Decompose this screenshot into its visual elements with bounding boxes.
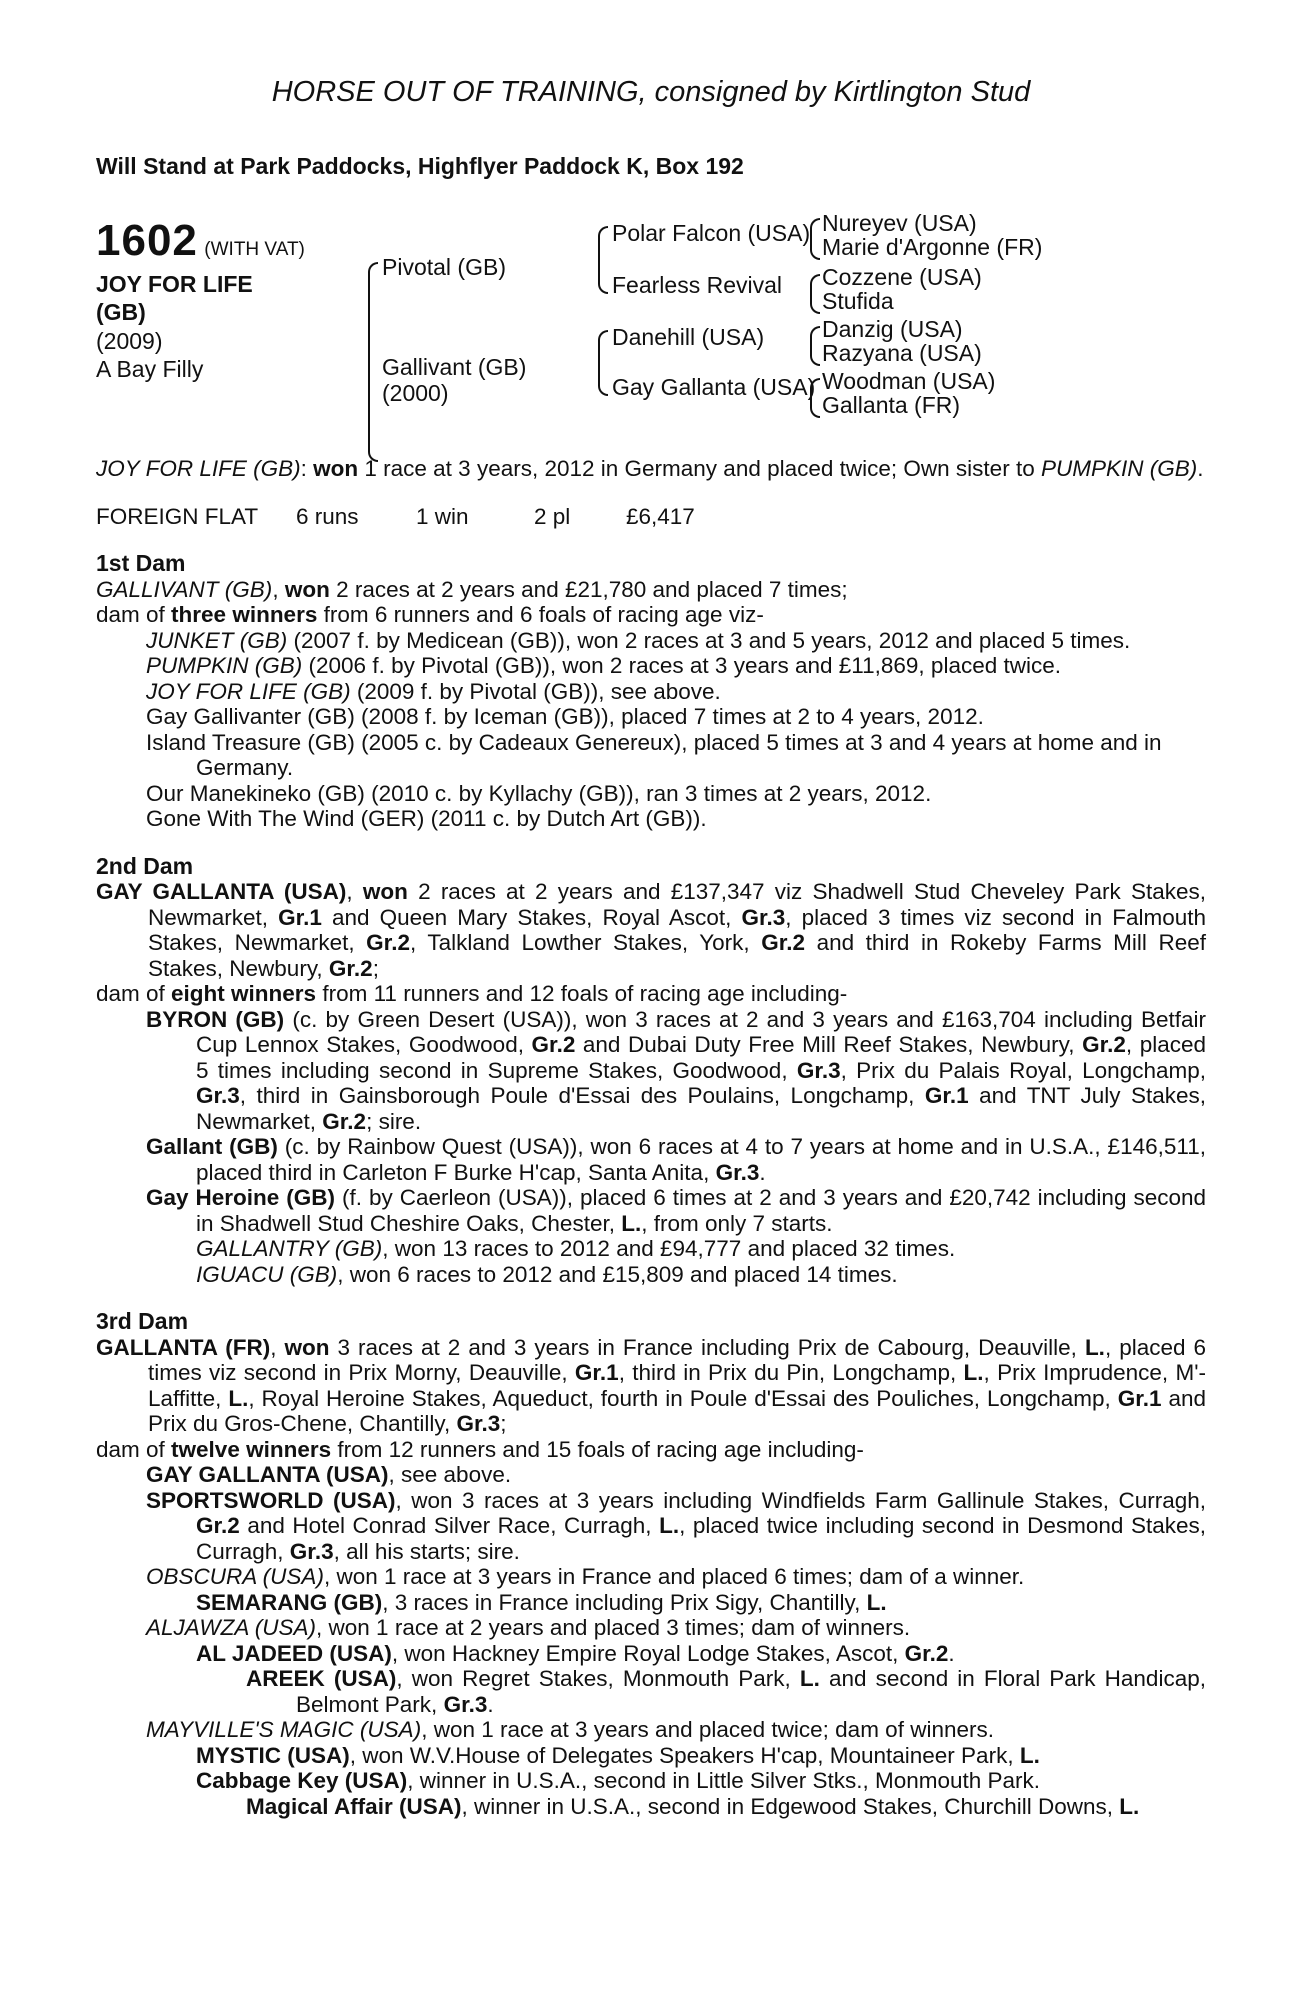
lot-number-line [96,216,305,266]
horse-description: A Bay Filly [96,356,204,382]
dd-sire: Woodman (USA) [822,368,996,394]
dam-name: Gallivant (GB) [382,354,527,380]
sire-dam-brace [368,262,378,462]
produce-entry: BYRON (GB) (c. by Green Desert (USA)), won 3 races at 2 and 3 years and £163,704 including Betfair Cup Lennox Stakes, Goodwood, Gr.2 and Dubai Duty Free Mill Reef Stakes, Newbury, Gr.2, placed 5 times including second in Supreme Stakes, Goodwood, Gr.3, Prix du Palais Royal, Longchamp, Gr.3, third in Gainsborough Poule d'Essai des Poulains, Longchamp, Gr.1 and TNT July Stakes, Newmarket, Gr.2; sire. [146,1006,1207,1134]
produce-entry: PUMPKIN (GB) (2006 f. by Pivotal (GB)), won 2 races at 3 years and £11,869, placed twice. [146,653,1061,678]
grandproduce-entry: AL JADEED (USA), won Hackney Empire Royal Lodge Stakes, Ascot, Gr.2. [196,1640,955,1666]
ss-sire: Nureyev (USA) [822,210,977,236]
pedigree-block [96,210,1206,456]
vat-note: (WITH VAT) [204,239,305,260]
sd-sire: Cozzene (USA) [822,264,982,290]
dam-sire: Danehill (USA) [612,324,765,350]
produce-entry: Our Manekineko (GB) (2010 c. by Kyllachy (GB)), ran 3 times at 2 years, 2012. [146,780,932,806]
lot-number: 1602 [96,216,198,265]
grandproduce-entry: Magical Affair (USA), winner in U.S.A., second in Edgewood Stakes, Churchill Downs, L. [246,1793,1140,1819]
first-dam-record: GALLIVANT (GB), won 2 races at 2 years and £21,780 and placed 7 times; [96,576,848,602]
stand-location: Will Stand at Park Paddocks, Highflyer Paddock K, Box 192 [96,153,744,179]
first-dam-produce-summary: dam of three winners from 6 runners and 6 foals of racing age viz- [96,602,764,627]
gg-brace-2 [810,274,820,314]
gg-brace-4 [810,378,820,418]
third-dam-heading: 3rd Dam [96,1308,189,1334]
third-dam-produce-summary: dam of twelve winners from 12 runners and 15 foals of racing age including- [96,1436,864,1462]
produce-entry: SPORTSWORLD (USA), won 3 races at 3 years including Windfields Farm Gallinule Stakes, Curragh, Gr.2 and Hotel Conrad Silver Race, Curragh, L., placed twice including second in Desmond Stakes, Curragh, Gr.3, all his starts; sire. [146,1487,1206,1564]
produce-entry: OBSCURA (USA), won 1 race at 3 years in France and placed 6 times; dam of a winner. [146,1564,1025,1589]
produce-entry: IGUACU (GB), won 6 races to 2012 and £15,809 and placed 14 times. [196,1261,898,1287]
catalogue-page [96,76,1206,1819]
gg-brace-1 [810,218,820,260]
ss-dam: Marie d'Argonne (FR) [822,234,1043,260]
sire-sire: Polar Falcon (USA) [612,220,811,246]
horse-name-line1: JOY FOR LIFE [96,271,253,297]
grandproduce-entry: AREEK (USA), won Regret Stakes, Monmouth Park, L. and second in Floral Park Handicap, Belmont Park, Gr.3. [246,1666,1206,1717]
produce-entry: JUNKET (GB) (2007 f. by Medicean (GB)), won 2 races at 3 and 5 years, 2012 and placed 5 times. [146,627,1131,653]
horse-name-line2: (GB) [96,299,146,325]
gg-brace-3 [810,326,820,366]
second-dam-heading: 2nd Dam [96,852,194,879]
foaling-year: (2009) [96,328,163,354]
grandproduce-entry: MYSTIC (USA), won W.V.House of Delegates Speakers H'cap, Mountaineer Park, L. [196,1742,1040,1768]
produce-entry: GALLANTRY (GB), won 13 races to 2012 and £94,777 and placed 32 times. [196,1236,956,1261]
produce-entry: Island Treasure (GB) (2005 c. by Cadeaux Genereux), placed 5 times at 3 and 4 years at home and in Germany. [146,729,1162,780]
sd-dam: Stufida [822,288,894,314]
dam-year: (2000) [382,380,449,406]
produce-entry: Gallant (GB) (c. by Rainbow Quest (USA)), won 6 races at 4 to 7 years at home and in U.S.A., £146,511, placed third in Carleton F Burke H'cap, Santa Anita, Gr.3. [146,1134,1206,1185]
ds-sire: Danzig (USA) [822,316,963,342]
produce-entry: Gay Gallivanter (GB) (2008 f. by Iceman (GB)), placed 7 times at 2 to 4 years, 2012. [146,704,984,729]
second-dam-record: GAY GALLANTA (USA), won 2 races at 2 years and £137,347 viz Shadwell Stud Cheveley Park Stakes, Newmarket, Gr.1 and Queen Mary Stakes, Royal Ascot, Gr.3, placed 3 times viz second in Falmouth Stakes, Newmarket, Gr.2, Talkland Lowther Stakes, York, Gr.2 and third in Rokeby Farms Mill Reef Stakes, Newbury, Gr.2; [96,879,1207,981]
sire-dam: Fearless Revival [612,272,782,298]
ds-dam: Razyana (USA) [822,340,982,366]
produce-entry: ALJAWZA (USA), won 1 race at 2 years and placed 3 times; dam of winners. [146,1615,911,1640]
third-dam-record: GALLANTA (FR), won 3 races at 2 and 3 years in France including Prix de Cabourg, Deauville, L., placed 6 times viz second in Prix Morny, Deauville, Gr.1, third in Prix du Pin, Longchamp, L., Prix Imprudence, M'-Laffitte, L., Royal Heroine Stakes, Aqueduct, fourth in Poule d'Essai des Pouliches, Longchamp, Gr.1 and Prix du Gros-Chene, Chantilly, Gr.3; [96,1334,1207,1436]
grandproduce-entry: Cabbage Key (USA), winner in U.S.A., second in Little Silver Stks., Monmouth Park. [196,1768,1041,1793]
summary-paragraph: JOY FOR LIFE (GB): won 1 race at 3 years, 2012 in Germany and placed twice; Own sister to PUMPKIN (GB). [96,456,1204,481]
page-title: HORSE OUT OF TRAINING, consigned by Kirtlington Stud [271,76,1031,108]
produce-entry: GAY GALLANTA (USA), see above. [146,1462,512,1487]
produce-entry: Gay Heroine (GB) (f. by Caerleon (USA)), placed 6 times at 2 and 3 years and £20,742 including second in Shadwell Stud Cheshire Oaks, Chester, L., from only 7 starts. [146,1185,1206,1236]
dam-parents-brace [598,330,608,396]
dam-dam: Gay Gallanta (USA) [612,374,816,400]
second-dam-produce-summary: dam of eight winners from 11 runners and 12 foals of racing age including- [96,981,848,1006]
sire-name: Pivotal (GB) [382,254,506,280]
first-dam-heading: 1st Dam [96,550,186,576]
sire-parents-brace [598,226,608,294]
catalogue-text [96,456,1206,1819]
produce-entry: Gone With The Wind (GER) (2011 c. by Dutch Art (GB)). [146,806,707,831]
dd-dam: Gallanta (FR) [822,392,961,418]
produce-entry: MAYVILLE'S MAGIC (USA), won 1 race at 3 years and placed twice; dam of winners. [146,1717,994,1742]
foreign-flat-record: FOREIGN FLAT 6 runs 1 win 2 pl £6,417 [96,503,695,529]
grandproduce-entry: SEMARANG (GB), 3 races in France including Prix Sigy, Chantilly, L. [196,1589,887,1615]
produce-entry: JOY FOR LIFE (GB) (2009 f. by Pivotal (GB)), see above. [146,678,721,704]
